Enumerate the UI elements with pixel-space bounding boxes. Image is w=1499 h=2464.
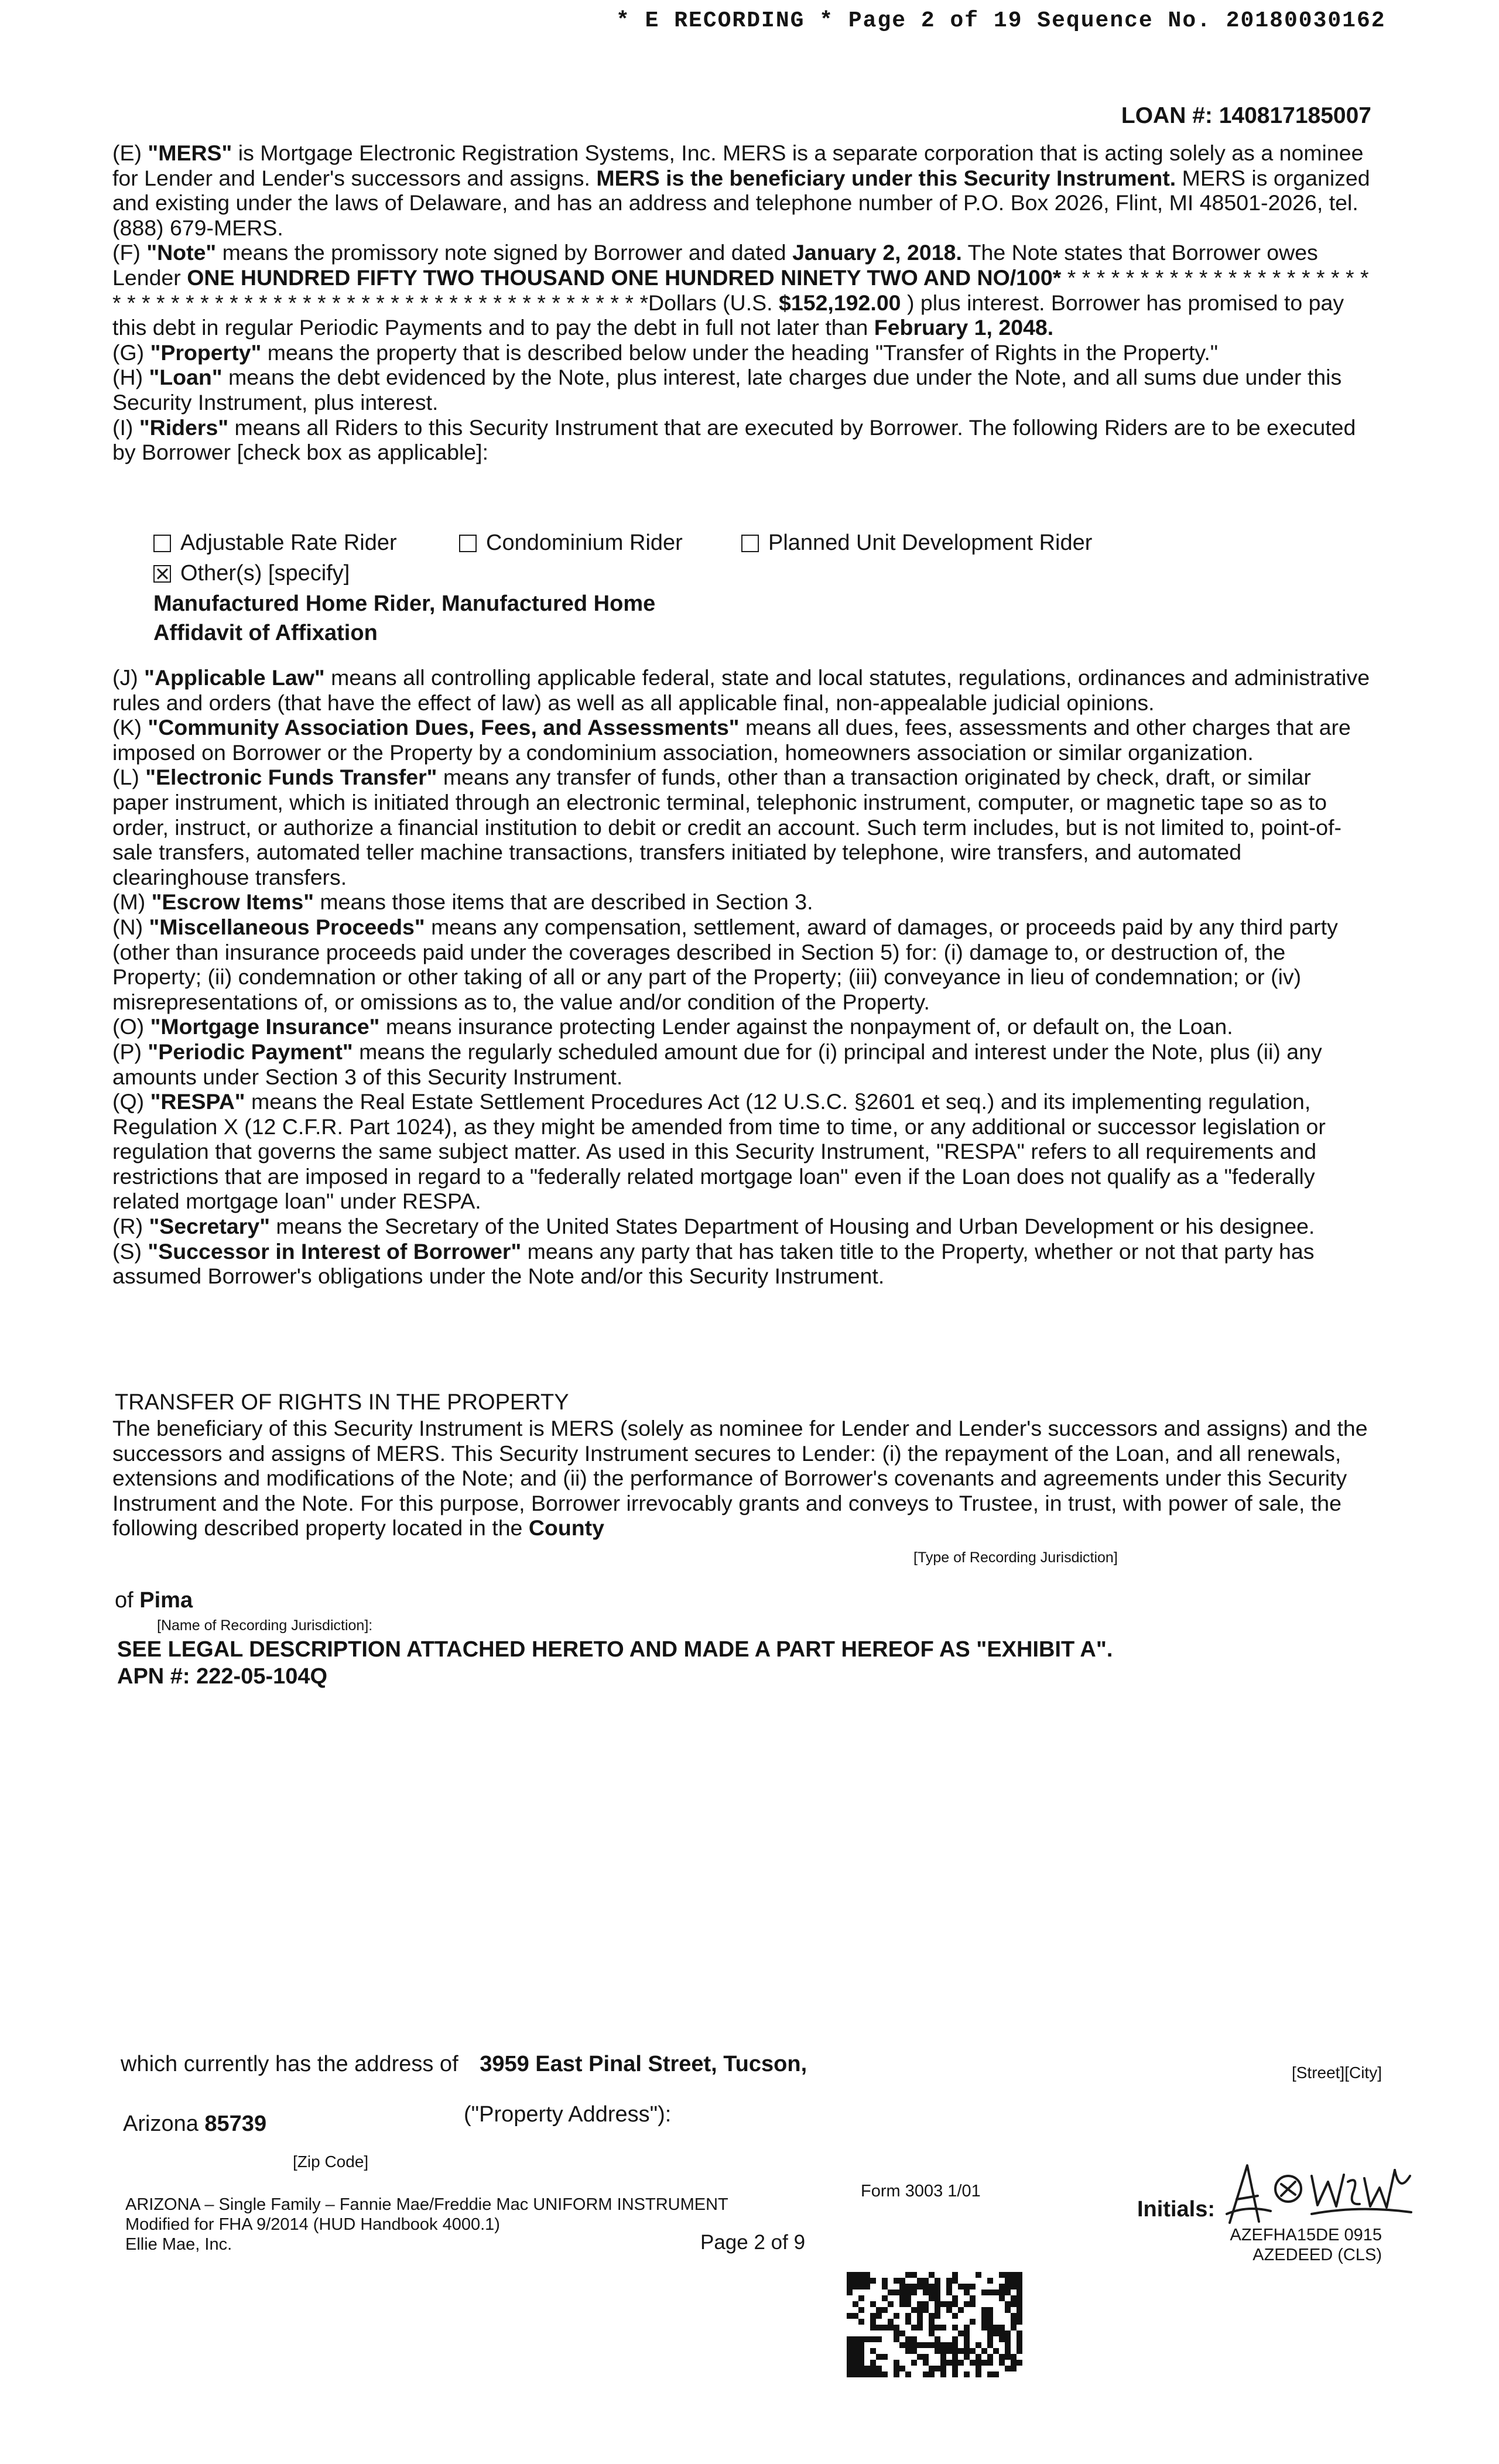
initials-label: Initials: xyxy=(1137,2197,1216,2222)
definition-text: means all dues, fees, assessments and other charges that are imposed on Borrower or the Property by a condominium association, homeowners association or similar organization. xyxy=(112,715,1351,765)
definition-term: "Community Association Dues, Fees, and Assessments" xyxy=(148,715,740,740)
checkbox-unchecked-icon[interactable] xyxy=(153,535,171,552)
loan-number: 140817185007 xyxy=(1219,103,1371,128)
definition-text: MERS is organized and existing under the laws of Delaware, and has an address and telephone number of P.O. Box 2026, Flint, MI 48501-2026, tel. (888) 679-MERS. xyxy=(112,165,1370,240)
form-code: AZEFHA15DE 0915 xyxy=(1230,2226,1382,2244)
rider-condo[interactable] xyxy=(459,531,683,556)
loan-number-line xyxy=(1121,103,1371,129)
definition-text: means the property that is described below under the heading "Transfer of Rights in the Property." xyxy=(261,340,1219,365)
legal-description-reference: SEE LEGAL DESCRIPTION ATTACHED HERETO AND MADE A PART HEREOF AS "EXHIBIT A". xyxy=(117,1637,1113,1662)
definition-id: (N) xyxy=(112,914,143,939)
zip-code: 85739 xyxy=(204,2111,267,2136)
rider-pud[interactable] xyxy=(741,531,1092,556)
definition-id: (I) xyxy=(112,415,134,440)
definition-h xyxy=(112,365,1371,415)
definition-id: (E) xyxy=(112,141,142,165)
address-lead: which currently has the address of xyxy=(121,2052,458,2076)
asterisk-fill: * * * * * * * * * * * * * * * * * * * * * * * * * * * * * * * * * * * * * * * * * * * * * * * * * * * * * * * * * * xyxy=(112,265,1369,315)
definition-text: means the Real Estate Settlement Procedures Act (12 U.S.C. §2601 et seq.) and its implementing regulation, Regulation X (12 C.F.R. Part 1024), as they might be amended from time to time, or any additional or successor legislation or regulation that governs the same subject matter. As used in this Security Instrument, "RESPA" refers to all requirements and restrictions that are imposed in regard to a "federally related mortgage loan" even if the Loan does not qualify as a "federally related mortgage loan" under RESPA. xyxy=(112,1089,1326,1214)
note-date: January 2, 2018. xyxy=(792,240,962,265)
transfer-paragraph xyxy=(112,1416,1371,1541)
barcode-icon xyxy=(847,2272,1022,2377)
state: Arizona xyxy=(123,2111,199,2136)
definition-id: (R) xyxy=(112,1214,143,1239)
definition-text: means any compensation, settlement, award of damages, or proceeds paid by any third party (other than insurance proceeds paid under the coverages described in Section 5) for: (i) damage to, or destruction of, the Property; (ii) condemnation or other taking of all or any part of the Property; (iii) conveyance in lieu of condemnation; or (iv) misrepresentations of, or omissions as to, the value and/or condition of the Property. xyxy=(112,914,1338,1014)
definition-term: "Miscellaneous Proceeds" xyxy=(149,914,425,939)
definition-s xyxy=(112,1239,1371,1289)
apn-number: 222-05-104Q xyxy=(196,1664,328,1689)
definition-term: "Loan" xyxy=(149,365,223,390)
definition-text: means any transfer of funds, other than a transaction originated by check, draft, or similar paper instrument, which is initiated through an electronic terminal, telephonic instrument, computer, or magnetic tape so as to order, instruct, or authorize a financial institution to debit or credit an account. Such term includes, but is not limited to, point-of-sale transfers, automated teller machine transactions, transfers initiated by telephone, wire transfers, and automated clearinghouse transfers. xyxy=(112,765,1341,889)
loan-amount-words: ONE HUNDRED FIFTY TWO THOUSAND ONE HUNDRED NINETY TWO AND NO/100* xyxy=(187,265,1062,290)
definition-term: "Electronic Funds Transfer" xyxy=(145,765,437,790)
definition-text: is Mortgage Electronic Registration Systems, Inc. MERS is a separate corporation that is acting solely as a nominee for Lender and Lender's successors and assigns. xyxy=(112,141,1364,190)
rider-label: Other(s) [specify] xyxy=(180,561,350,586)
definition-text: The Note states that Borrower owes Lender xyxy=(112,240,1318,290)
definition-term: "Periodic Payment" xyxy=(148,1039,353,1064)
definition-term: "Applicable Law" xyxy=(144,665,325,690)
rider-label: Adjustable Rate Rider xyxy=(180,531,397,555)
definition-id: (S) xyxy=(112,1238,142,1264)
definition-id: (F) xyxy=(112,240,141,265)
jurisdiction-type-caption: [Type of Recording Jurisdiction] xyxy=(913,1549,1118,1566)
rider-label: Planned Unit Development Rider xyxy=(768,531,1093,555)
form-code: AZEDEED (CLS) xyxy=(1252,2246,1382,2264)
checkbox-checked-icon[interactable] xyxy=(153,565,171,583)
definitions-e-to-i xyxy=(112,141,1371,465)
definition-id: (G) xyxy=(112,340,145,365)
other-rider-line: Manufactured Home Rider, Manufactured Home xyxy=(153,591,656,616)
definition-g xyxy=(112,340,1371,365)
form-codes xyxy=(1230,2225,1382,2265)
definition-m xyxy=(112,889,1371,915)
form-line: ARIZONA – Single Family – Fannie Mae/Freddie Mac UNIFORM INSTRUMENT xyxy=(125,2195,728,2214)
rider-label: Condominium Rider xyxy=(486,531,683,555)
jurisdiction-name: Pima xyxy=(139,1588,193,1613)
definition-term: "Escrow Items" xyxy=(151,889,314,915)
zip-caption: [Zip Code] xyxy=(293,2152,369,2171)
maturity-date: February 1, 2048. xyxy=(874,315,1054,340)
street-city-caption: [Street][City] xyxy=(1291,2063,1382,2082)
handwritten-initials-icon xyxy=(1224,2158,1417,2229)
definition-k xyxy=(112,715,1371,765)
definitions-j-to-s xyxy=(112,665,1371,1289)
definition-id: (L) xyxy=(112,765,139,790)
recording-header: * E RECORDING * Page 2 of 19 Sequence No. 20180030162 xyxy=(616,8,1386,33)
definition-text: means the regularly scheduled amount due for (i) principal and interest under the Note, plus (ii) any amounts under Section 3 of this Security Instrument. xyxy=(112,1039,1322,1089)
loan-label: LOAN #: xyxy=(1121,103,1213,128)
definition-term: "MERS" xyxy=(148,141,232,165)
form-title xyxy=(125,2195,728,2215)
definition-f xyxy=(112,240,1371,340)
transfer-heading: TRANSFER OF RIGHTS IN THE PROPERTY xyxy=(115,1390,569,1415)
jurisdiction-name-caption: [Name of Recording Jurisdiction]: xyxy=(157,1617,373,1634)
form-modified: Modified for FHA 9/2014 (HUD Handbook 4000.1) xyxy=(125,2215,500,2234)
definition-text: means insurance protecting Lender against the nonpayment of, or default on, the Loan. xyxy=(379,1014,1233,1039)
definition-o xyxy=(112,1014,1371,1039)
definition-id: (H) xyxy=(112,365,143,390)
state-zip-line xyxy=(123,2111,266,2137)
definition-text: plus interest. Borrower has promised to pay this debt in regular Periodic Payments and to pay the debt in full not later than xyxy=(112,290,1344,340)
jurisdiction-type: County xyxy=(528,1515,604,1541)
definition-q xyxy=(112,1089,1371,1214)
definition-id: (M) xyxy=(112,889,146,915)
definition-text: means any party that has taken title to the Property, whether or not that party has assumed Borrower's obligations under the Note and/or this Security Instrument. xyxy=(112,1238,1315,1289)
definition-term: "Property" xyxy=(150,340,262,365)
definition-id: (Q) xyxy=(112,1089,145,1114)
apn-line xyxy=(117,1664,327,1689)
definition-text: means the Secretary of the United States Department of Housing and Urban Development or his designee. xyxy=(270,1214,1315,1239)
definition-id: (O) xyxy=(112,1014,145,1039)
definition-term: "Secretary" xyxy=(149,1214,271,1239)
footer-left xyxy=(125,2195,728,2254)
definition-text: means the debt evidenced by the Note, plus interest, late charges due under the Note, and all sums due under this Security Instrument, plus interest. xyxy=(112,365,1342,415)
address-line xyxy=(121,2052,807,2077)
other-rider-line: Affidavit of Affixation xyxy=(153,621,378,645)
definition-l xyxy=(112,765,1371,889)
definition-i xyxy=(112,415,1371,465)
definition-term: "Note" xyxy=(146,240,217,265)
definition-term: "Successor in Interest of Borrower" xyxy=(148,1238,522,1264)
definition-r xyxy=(112,1214,1371,1239)
rider-arm[interactable] xyxy=(153,531,397,556)
definition-p xyxy=(112,1039,1371,1089)
definition-text: means all Riders to this Security Instrument that are executed by Borrower. The following Riders are to be executed by Borrower [check box as applicable]: xyxy=(112,415,1356,465)
definition-text: means all controlling applicable federal, state and local statutes, regulations, ordinances and administrative rules and orders (that have the effect of law) as well as all applicable final, non-appealable judicial opinions. xyxy=(112,665,1370,715)
definition-n xyxy=(112,915,1371,1014)
definition-text: Dollars (U.S. xyxy=(648,290,779,315)
form-number: Form 3003 1/01 xyxy=(861,2182,981,2201)
checkbox-unchecked-icon[interactable] xyxy=(741,535,759,552)
definition-term: "Riders" xyxy=(139,415,229,440)
definition-text: ) xyxy=(901,290,915,315)
street-city: 3959 East Pinal Street, Tucson, xyxy=(480,2052,807,2076)
jurisdiction-of: of xyxy=(115,1588,140,1613)
definition-term: "RESPA" xyxy=(150,1089,245,1114)
page-number: Page 2 of 9 xyxy=(700,2231,806,2254)
jurisdiction-line xyxy=(115,1588,193,1613)
apn-label: APN #: xyxy=(117,1664,190,1689)
other-riders-specified xyxy=(153,589,655,648)
form-vendor: Ellie Mae, Inc. xyxy=(125,2235,232,2254)
definition-id: (P) xyxy=(112,1039,142,1064)
rider-other[interactable] xyxy=(153,561,350,586)
definition-term: "Mortgage Insurance" xyxy=(150,1014,380,1039)
property-address-label: ("Property Address"): xyxy=(464,2102,672,2127)
definition-e xyxy=(112,141,1371,240)
definition-id: (J) xyxy=(112,665,138,690)
checkbox-unchecked-icon[interactable] xyxy=(459,535,477,552)
definition-text: means those items that are described in Section 3. xyxy=(313,889,813,915)
definition-j xyxy=(112,665,1371,715)
loan-amount: $152,192.00 xyxy=(779,290,901,315)
definition-text: means the promissory note signed by Borrower and dated xyxy=(216,240,793,265)
transfer-text: The beneficiary of this Security Instrument is MERS (solely as nominee for Lender and Lender's successors and assigns) and the successors and assigns of MERS. This Security Instrument secures to Lender: (i) the repayment of the Loan, and all renewals, extensions and modifications of the Note; and (ii) the performance of Borrower's covenants and agreements under this Security Instrument and the Note. For this purpose, Borrower irrevocably grants and conveys to Trustee, in trust, with power of sale, the following described property located in the xyxy=(112,1416,1368,1541)
mers-beneficiary-statement: MERS is the beneficiary under this Security Instrument. xyxy=(596,165,1176,190)
definition-id: (K) xyxy=(112,715,142,740)
